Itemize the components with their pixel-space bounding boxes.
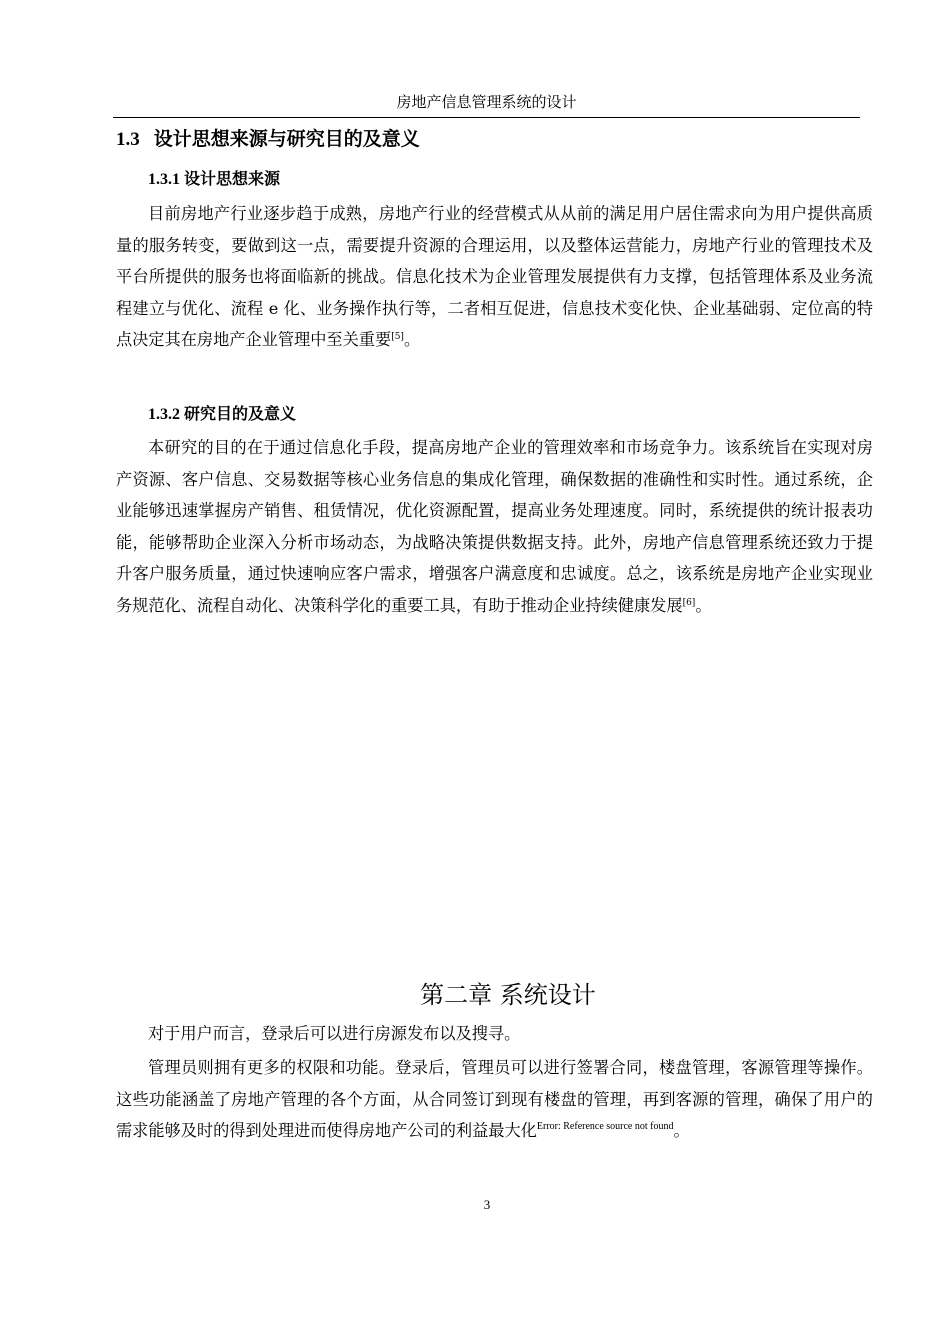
- paragraph-design-source: [116, 198, 873, 356]
- section-number: 1.3: [116, 129, 140, 150]
- section-title-text: 设计思想来源与研究目的及意义: [153, 128, 420, 150]
- paragraph-end-1: 。: [403, 330, 421, 350]
- paragraph-end-2: 。: [695, 595, 712, 615]
- section-heading: [116, 126, 420, 153]
- citation-5: [5]: [391, 332, 404, 343]
- subsection-number-1: 1.3.1: [148, 171, 180, 188]
- paragraph-user-functions: 对于用户而言，登录后可以进行房源发布以及搜寻。: [148, 1024, 521, 1043]
- subsection-heading-1: [148, 168, 280, 191]
- paragraph-research-purpose-text: 本研究的目的在于通过信息化手段，提高房地产企业的管理效率和市场竞争力。该系统旨在实现对房产资源、客户信息、交易数据等核心业务信息的集成化管理，确保数据的准确性和实时性。通过系统，企业能够迅速掌握房产销售、租赁情况，优化资源配置，提高业务处理速度。同时，系统提供的统计报表功能，能够帮助企业深入分析市场动态，为战略决策提供数据支持。此外，房地产信息管理系统还致力于提升客户服务质量，通过快速响应客户需求，增强客户满意度和忠诚度。总之，该系统是房地产企业实现业务规范化、流程自动化、决策科学化的重要工具，有助于推动企业持续健康发展: [116, 438, 873, 615]
- paragraph-end-3: 。: [673, 1121, 690, 1141]
- paragraph-admin-functions-text: 管理员则拥有更多的权限和功能。登录后，管理员可以进行签署合同，楼盘管理，客源管理等操作。这些功能涵盖了房地产管理的各个方面，从合同签订到现有楼盘的管理，再到客源的管理，确保了用户的需求能够及时的得到处理进而使得房地产公司的利益最大化: [116, 1058, 873, 1141]
- paragraph-admin-functions: [116, 1052, 873, 1147]
- broken-reference: Error: Reference source not found: [536, 1121, 674, 1133]
- subsection-title-2: 研究目的及意义: [184, 404, 297, 423]
- header-rule: [113, 117, 860, 118]
- paragraph-design-source-text: 目前房地产行业逐步趋于成熟，房地产行业的经营模式从从前的满足用户居住需求向为用户提供高质量的服务转变，要做到这一点，需要提升资源的合理运用，以及整体运营能力，房地产行业的管理技术及平台所提供的服务也将面临新的挑战。信息化技术为企业管理发展提供有力支撑，包括管理体系及业务流程建立与优化、流程 e 化、业务操作执行等，二者相互促进，信息技术变化快、企业基础弱、定位高的特点决定其在房地产企业管理中至关重要: [116, 204, 873, 350]
- subsection-number-2: 1.3.2: [148, 406, 180, 423]
- subsection-title-1: 设计思想来源: [184, 169, 281, 188]
- running-header: 房地产信息管理系统的设计: [396, 93, 577, 111]
- citation-6: [6]: [682, 597, 696, 608]
- subsection-heading-2: [148, 403, 296, 426]
- chapter-title: 第二章 系统设计: [420, 981, 596, 1009]
- paragraph-research-purpose: [116, 432, 873, 622]
- page-number: 3: [483, 1197, 491, 1212]
